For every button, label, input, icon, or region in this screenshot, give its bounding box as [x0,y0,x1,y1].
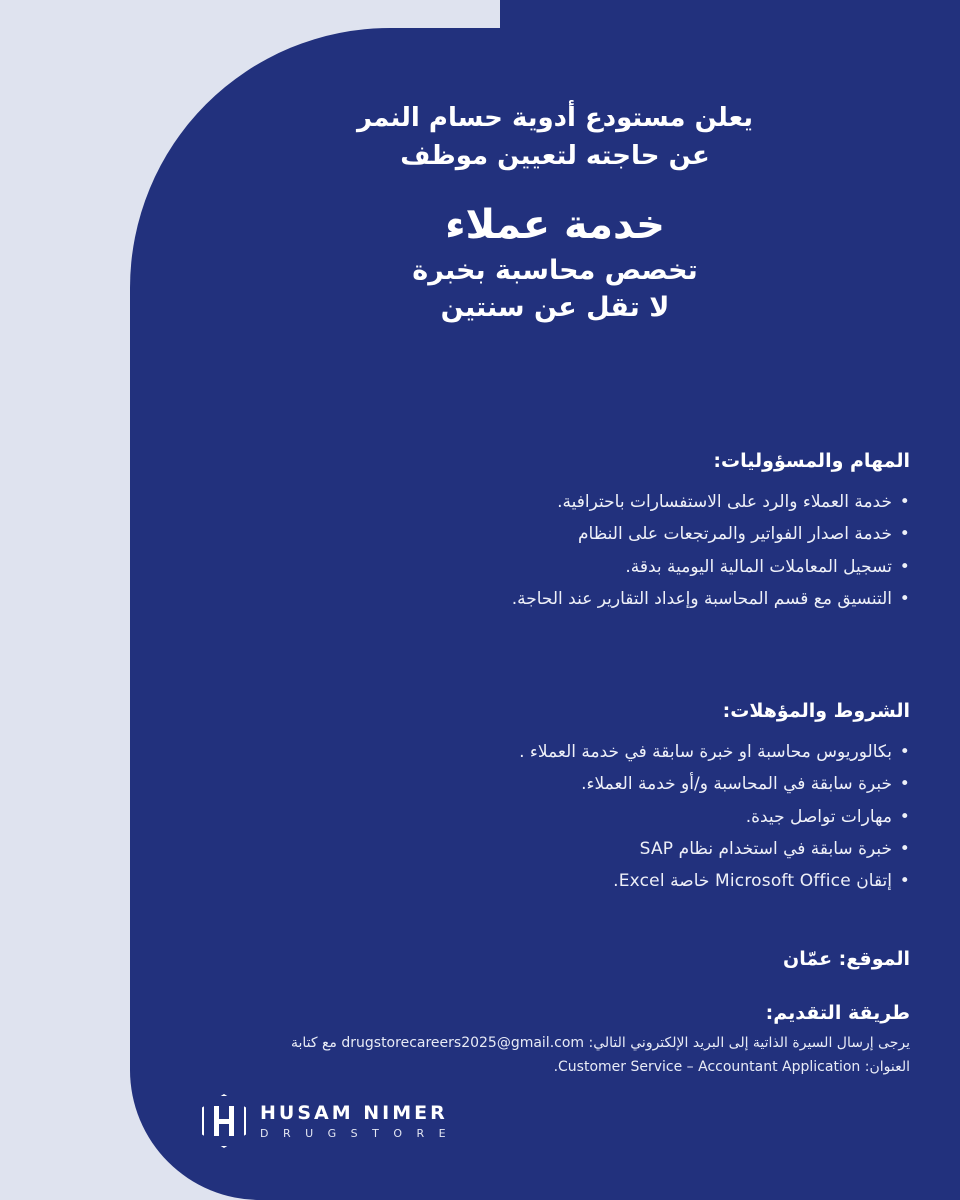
headline-line-2: عن حاجته لتعيين موظف [400,140,710,171]
headline-job-title: خدمة عملاء [445,202,665,249]
logo-text-block [260,1102,451,1141]
tasks-title: المهام والمسؤوليات: [713,450,910,472]
apply-line-2: العنوان: Customer Service – Accountant Application. [553,1058,910,1075]
list-item: • خدمة العملاء والرد على الاستفسارات باحترافية. [210,486,910,518]
list-item: • تسجيل المعاملات المالية اليومية بدقة. [210,551,910,583]
apply-title: طريقة التقديم: [765,1002,910,1024]
logo-company-subtitle: D R U G S T O R E [260,1127,452,1141]
poster-content [150,0,940,1200]
qualifications-list [210,736,910,897]
list-item: • خبرة سابقة في المحاسبة و/أو خدمة العملاء. [210,768,910,800]
list-item: • إتقان Microsoft Office خاصة Excel. [210,865,910,897]
headline-block [190,100,920,326]
headline-line-3: تخصص محاسبة بخبرة [412,255,698,287]
list-item: • التنسيق مع قسم المحاسبة وإعداد التقارير عند الحاجة. [210,583,910,615]
location-text: الموقع: عمّان [783,948,910,970]
section-qualifications [210,700,910,897]
brand-logo [202,1086,502,1156]
apply-line-1: يرجى إرسال السيرة الذاتية إلى البريد الإلكتروني التالي: drugstorecareers2025@gmail.com مع كتابة [290,1035,910,1051]
hexagon-h-monogram-icon [202,1094,246,1148]
qualifications-title: الشروط والمؤهلات: [722,700,910,722]
headline-line-1: يعلن مستودع أدوية حسام النمر [356,103,754,133]
list-item: • مهارات تواصل جيدة. [210,801,910,833]
section-apply [210,1002,910,1080]
headline-line-4: لا تقل عن سنتين [440,291,670,323]
tasks-list [210,486,910,615]
list-item: • خدمة اصدار الفواتير والمرتجعات على النظام [210,518,910,550]
logo-company-name: HUSAM NIMER [260,1101,448,1124]
list-item: • خبرة سابقة في استخدام نظام SAP [210,833,910,865]
section-tasks [210,450,910,615]
list-item: • بكالوريوس محاسبة او خبرة سابقة في خدمة العملاء . [210,736,910,768]
